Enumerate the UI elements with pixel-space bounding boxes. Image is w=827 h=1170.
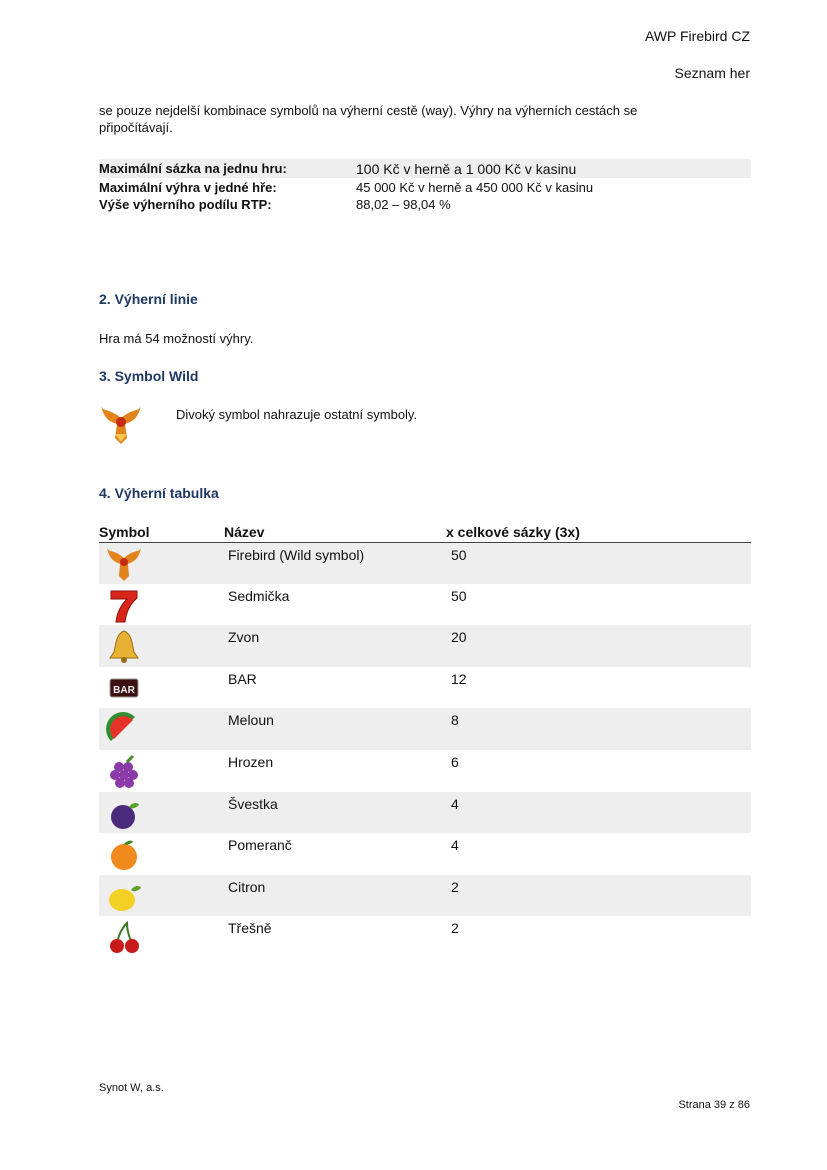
bar-icon — [105, 670, 143, 708]
symbol-cell — [99, 792, 224, 834]
footer-page-number: Strana 39 z 86 — [678, 1099, 750, 1111]
info-value: 100 Kč v herně a 1 000 Kč v kasinu — [356, 160, 577, 177]
paragraph: Divoký symbol nahrazuje ostatní symboly. — [176, 407, 418, 422]
footer-company: Synot W, a.s. — [99, 1082, 164, 1094]
symbol-name: Firebird (Wild symbol) — [224, 542, 446, 584]
info-row — [99, 196, 751, 213]
document-title: AWP Firebird CZ — [644, 28, 750, 44]
column-header: Symbol — [99, 522, 224, 542]
payout-value: 50 — [451, 587, 467, 604]
section-heading: 3. Symbol Wild — [99, 368, 199, 384]
table-row — [99, 584, 751, 626]
orange-icon — [105, 836, 143, 874]
info-row — [99, 159, 751, 178]
info-label: Výše výherního podílu RTP: — [99, 197, 272, 212]
intro-line-2: připočítávají. — [99, 120, 173, 135]
payout-value: 2 — [446, 875, 751, 917]
plum-icon — [105, 795, 143, 833]
symbol-name: Hrozen — [228, 753, 274, 770]
lemon-icon — [105, 878, 143, 916]
payout-value: 6 — [451, 753, 459, 770]
info-value: 88,02 – 98,04 % — [356, 197, 451, 212]
table-row — [99, 542, 751, 584]
symbol-cell — [99, 916, 224, 958]
symbol-cell — [99, 584, 224, 626]
payout-value: 4 — [446, 792, 751, 834]
table-row — [99, 833, 751, 875]
paragraph: Hra má 54 možností výhry. — [99, 331, 254, 346]
column-header: x celkové sázky (3x) — [446, 522, 751, 542]
payout-value: 4 — [451, 837, 459, 854]
payout-value: 8 — [446, 708, 751, 750]
info-label: Maximální sázka na jednu hru: — [99, 161, 287, 176]
intro-line-1: se pouze nejdelší kombinace symbolů na výherní cestě (way). Výhry na výherních cestách se — [99, 103, 638, 118]
table-row — [99, 625, 751, 667]
table-row — [99, 875, 751, 917]
info-row — [99, 179, 751, 196]
table-row — [99, 667, 751, 709]
symbol-name: Citron — [224, 875, 446, 917]
section-heading: 2. Výherní linie — [99, 291, 198, 307]
seven-icon — [105, 587, 143, 625]
symbol-name: Pomeranč — [228, 837, 292, 854]
table-row — [99, 792, 751, 834]
table-row — [99, 708, 751, 750]
symbol-cell — [99, 708, 224, 750]
symbol-name: Třešně — [228, 920, 272, 937]
symbol-name: Švestka — [224, 792, 446, 834]
payout-value: 50 — [446, 542, 751, 584]
info-label: Maximální výhra v jedné hře: — [99, 180, 277, 195]
symbol-cell — [99, 750, 224, 792]
column-header: Název — [224, 522, 446, 542]
firebird-icon — [99, 404, 143, 444]
symbol-cell — [99, 542, 224, 584]
table-row — [99, 750, 751, 792]
bell-icon — [105, 628, 143, 666]
info-value: 45 000 Kč v herně a 450 000 Kč v kasinu — [356, 180, 594, 195]
symbol-cell — [99, 833, 224, 875]
svg-text:BAR: BAR — [113, 684, 135, 696]
symbol-name: Zvon — [224, 625, 446, 667]
symbol-cell — [99, 625, 224, 667]
payout-value: 12 — [451, 670, 467, 687]
firebird-icon — [105, 546, 143, 584]
cherries-icon — [105, 919, 143, 957]
document-subtitle: Seznam her — [674, 65, 750, 81]
watermelon-icon — [105, 711, 143, 749]
symbol-name: Sedmička — [228, 587, 290, 604]
paytable — [99, 522, 751, 958]
symbol-cell — [99, 667, 224, 709]
symbol-name: Meloun — [224, 708, 446, 750]
symbol-cell — [99, 875, 224, 917]
payout-value: 2 — [451, 920, 459, 937]
payout-value: 20 — [446, 625, 751, 667]
symbol-name: BAR — [228, 670, 257, 687]
table-row — [99, 916, 751, 958]
section-heading: 4. Výherní tabulka — [99, 485, 219, 501]
grapes-icon — [105, 753, 143, 791]
